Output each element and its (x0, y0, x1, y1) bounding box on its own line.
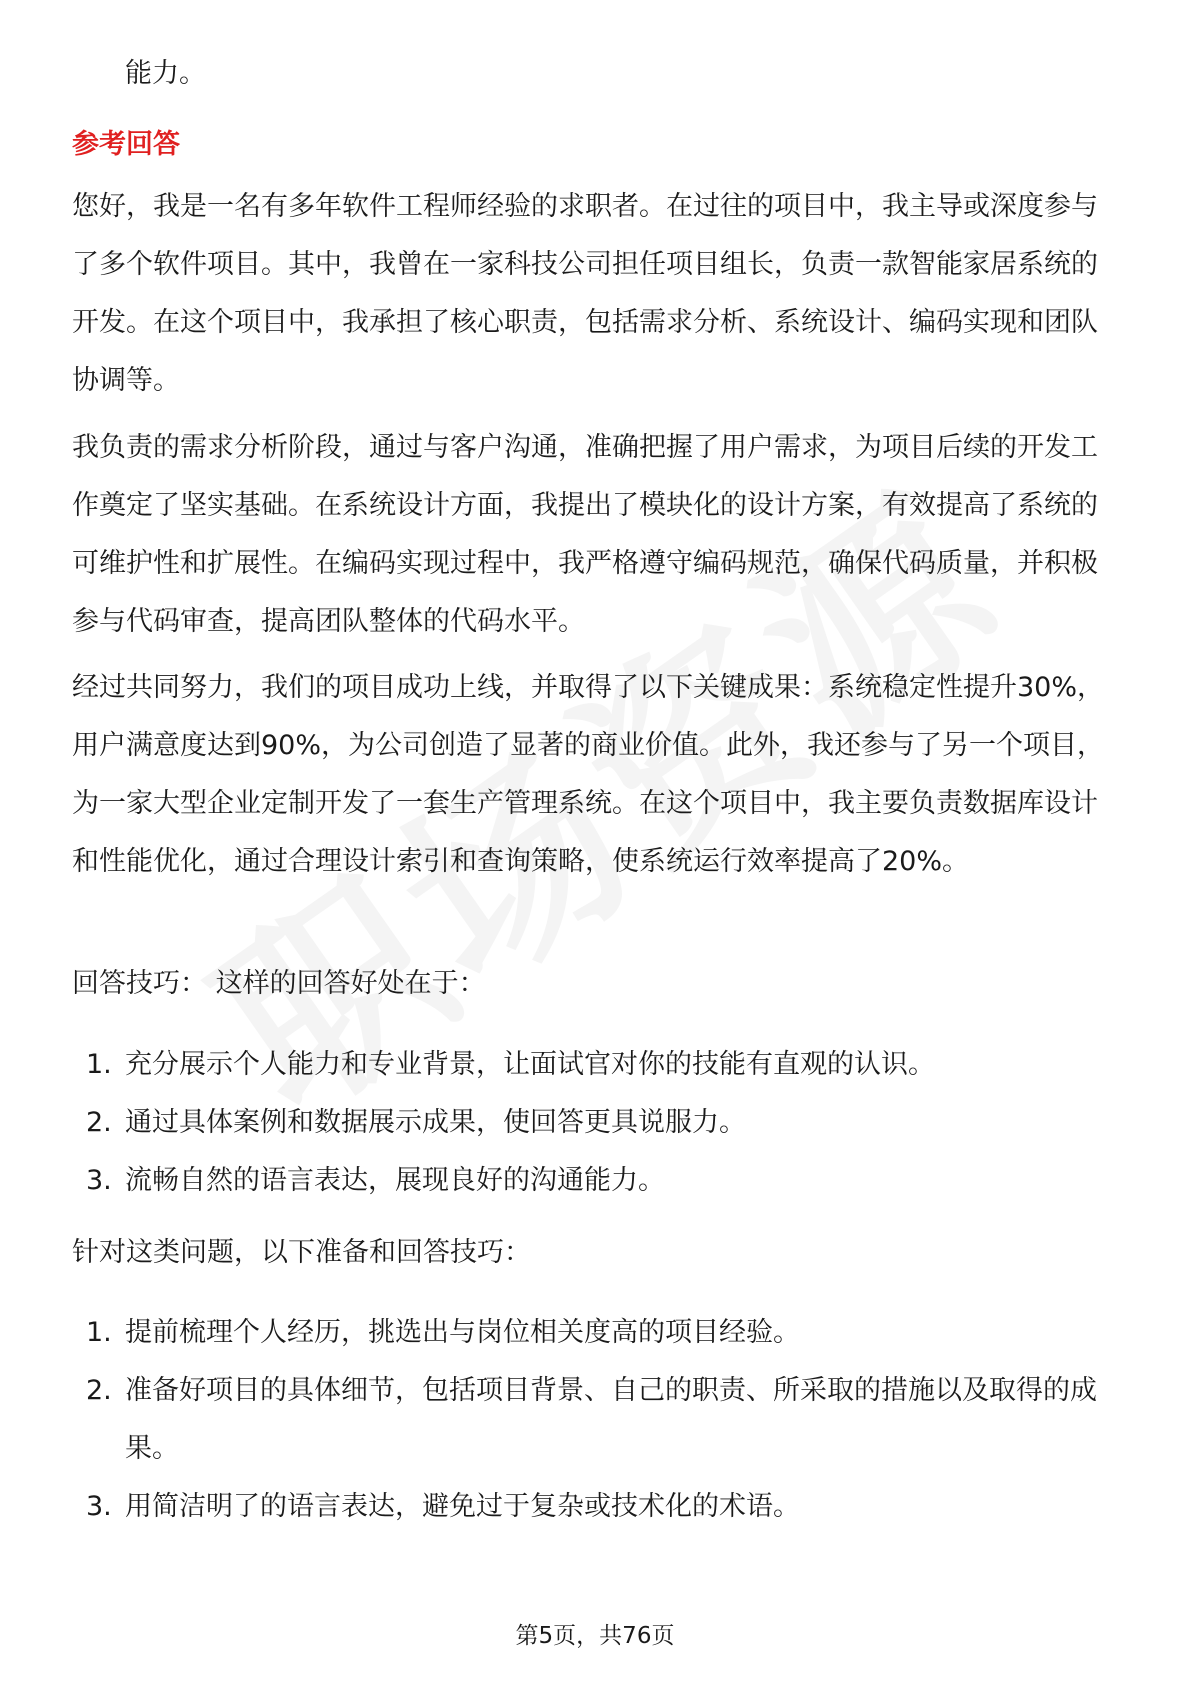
prep-list (72, 1304, 1118, 1536)
paragraph-intro: 您好，我是一名有多年软件工程师经验的求职者。在过往的项目中，我主导或深度参与了多个软件项目。其中，我曾在一家科技公司担任项目组长，负责一款智能家居系统的开发。在这个项目中，我承担了核心职责，包括需求分析、系统设计、编码实现和团队协调等。 (72, 191, 1098, 396)
tips-list (72, 1036, 1118, 1210)
list-item: 1. 提前梳理个人经历，挑选出与岗位相关度高的项目经验。 (86, 1317, 800, 1348)
page-footer: 第5页，共76页 (515, 1623, 675, 1649)
paragraph-responsibilities: 我负责的需求分析阶段，通过与客户沟通，准确把握了用户需求，为项目后续的开发工作奠定了坚实基础。在系统设计方面，我提出了模块化的设计方案，有效提高了系统的可维护性和扩展性。在编码实现过程中，我严格遵守编码规范，确保代码质量，并积极参与代码审查，提高团队整体的代码水平。 (72, 432, 1098, 637)
tips-intro: 回答技巧： 这样的回答好处在于： (72, 968, 486, 999)
list-item: 3. 流畅自然的语言表达，展现良好的沟通能力。 (86, 1165, 665, 1196)
list-item: 2. 准备好项目的具体细节，包括项目背景、自己的职责、所采取的措施以及取得的成果。 (86, 1375, 1097, 1464)
paragraph-results: 经过共同努力，我们的项目成功上线，并取得了以下关键成果：系统稳定性提升30%，用户满意度达到90%，为公司创造了显著的商业价值。此外，我还参与了另一个项目，为一家大型企业定制开发了一套生产管理系统。在这个项目中，我主要负责数据库设计和性能优化，通过合理设计索引和查询策略，使系统运行效率提高了20%。 (72, 672, 1105, 877)
prep-intro: 针对这类问题，以下准备和回答技巧： (72, 1237, 531, 1268)
section-heading: 参考回答 (72, 129, 180, 160)
list-item: 3. 用简洁明了的语言表达，避免过于复杂或技术化的术语。 (86, 1491, 800, 1522)
continuation-text: 能力。 (125, 58, 206, 89)
list-item: 2. 通过具体案例和数据展示成果，使回答更具说服力。 (86, 1107, 746, 1138)
list-item: 1. 充分展示个人能力和专业背景，让面试官对你的技能有直观的认识。 (86, 1049, 935, 1080)
